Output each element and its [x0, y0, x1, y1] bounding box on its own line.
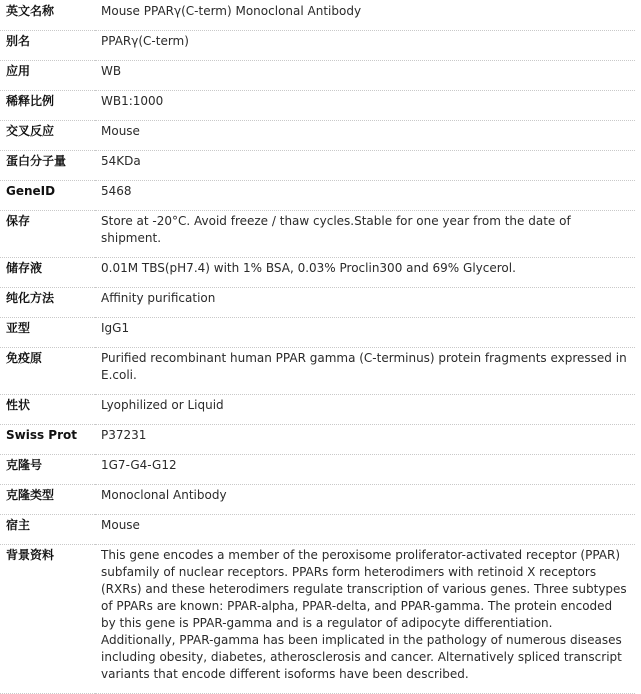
spec-key: 宿主 [0, 515, 95, 545]
spec-row-alias [0, 31, 635, 61]
spec-row-buffer [0, 258, 635, 288]
spec-value: WB [95, 61, 635, 91]
spec-key: 背景资料 [0, 545, 95, 694]
spec-row-purification [0, 288, 635, 318]
spec-key: 应用 [0, 61, 95, 91]
spec-value: 0.01M TBS(pH7.4) with 1% BSA, 0.03% Proclin300 and 69% Glycerol. [95, 258, 635, 288]
spec-value: Purified recombinant human PPAR gamma (C-terminus) protein fragments expressed in E.coli. [95, 348, 635, 395]
spec-row-isotype [0, 318, 635, 348]
spec-key: 亚型 [0, 318, 95, 348]
spec-row-clone-number [0, 455, 635, 485]
spec-key: 英文名称 [0, 0, 95, 31]
spec-key: 性状 [0, 395, 95, 425]
spec-row-english-name [0, 0, 635, 31]
spec-row-dilution [0, 91, 635, 121]
spec-value: This gene encodes a member of the peroxisome proliferator-activated receptor (PPAR) subfamily of nuclear receptors. PPARs form heterodimers with retinoid X receptors (RXRs) and these heterodimers regulate transcription of various genes. Three subtypes of PPARs are known: PPAR-alpha, PPAR-delta, and PPAR-gamma. The protein encoded by this gene is PPAR-gamma and is a regulator of adipocyte differentiation. Additionally, PPAR-gamma has been implicated in the pathology of numerous diseases including obesity, diabetes, atherosclerosis and cancer. Alternatively spliced transcript variants that encode different isoforms have been described. [95, 545, 635, 694]
spec-row-immunogen [0, 348, 635, 395]
spec-key: 交叉反应 [0, 121, 95, 151]
spec-value: 1G7-G4-G12 [95, 455, 635, 485]
spec-value: 5468 [95, 181, 635, 211]
spec-key: 纯化方法 [0, 288, 95, 318]
spec-row-host [0, 515, 635, 545]
spec-key: 克隆类型 [0, 485, 95, 515]
spec-row-gene-id [0, 181, 635, 211]
spec-value: Mouse [95, 515, 635, 545]
spec-row-background [0, 545, 635, 694]
spec-key: 克隆号 [0, 455, 95, 485]
spec-value: Mouse PPARγ(C-term) Monoclonal Antibody [95, 0, 635, 31]
spec-key: 蛋白分子量 [0, 151, 95, 181]
spec-key: 储存液 [0, 258, 95, 288]
spec-row-swiss-prot [0, 425, 635, 455]
spec-row-form [0, 395, 635, 425]
spec-value: Mouse [95, 121, 635, 151]
spec-value: WB1:1000 [95, 91, 635, 121]
spec-row-storage [0, 211, 635, 258]
spec-key: Swiss Prot [0, 425, 95, 455]
spec-value: P37231 [95, 425, 635, 455]
spec-row-application [0, 61, 635, 91]
spec-row-molecular-weight [0, 151, 635, 181]
spec-key: GeneID [0, 181, 95, 211]
spec-value: PPARγ(C-term) [95, 31, 635, 61]
spec-value: IgG1 [95, 318, 635, 348]
spec-key: 免疫原 [0, 348, 95, 395]
spec-key: 别名 [0, 31, 95, 61]
spec-row-clonality [0, 485, 635, 515]
spec-value: Monoclonal Antibody [95, 485, 635, 515]
spec-key: 保存 [0, 211, 95, 258]
spec-value: Store at -20°C. Avoid freeze / thaw cycles.Stable for one year from the date of shipment. [95, 211, 635, 258]
spec-row-cross-reactivity [0, 121, 635, 151]
spec-value: Lyophilized or Liquid [95, 395, 635, 425]
spec-value: Affinity purification [95, 288, 635, 318]
spec-value: 54KDa [95, 151, 635, 181]
spec-key: 稀释比例 [0, 91, 95, 121]
